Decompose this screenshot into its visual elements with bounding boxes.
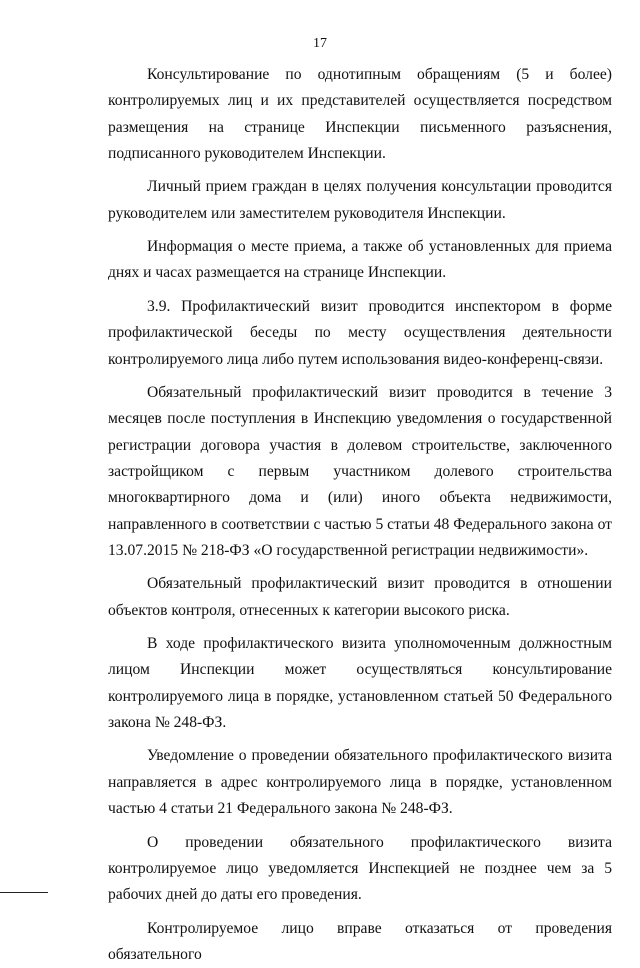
- paragraph-section-3-9: 3.9. Профилактический визит проводится инспектором в форме профилактической беседы по месту осуществления деятельности контролируемого лица либо путем использования видео-конференц-связи.: [108, 297, 612, 368]
- document-body: [108, 62, 612, 968]
- paragraph-consultation-mass-requests: Консультирование по однотипным обращениям (5 и более) контролируемых лиц и их представителей осуществляется посредством размещения на странице Инспекции письменного разъяснения, подписанного руководителем Инспекции.: [108, 66, 612, 162]
- page-number: 17: [313, 36, 327, 51]
- paragraph-notification-deadline: О проведении обязательного профилактического визита контролируемое лицо уведомляется Инспекцией не позднее чем за 5 рабочих дней до даты его проведения.: [108, 833, 612, 904]
- paragraph-visit-notification: Уведомление о проведении обязательного профилактического визита направляется в адрес контролируемого лица в порядке, установленном частью 4 статьи 21 Федерального закона № 248-ФЗ.: [108, 747, 612, 818]
- footnote-separator-line: [0, 892, 48, 893]
- paragraph-visit-consultation: В ходе профилактического визита уполномоченным должностным лицом Инспекции может осуществляться консультирование контролируемого лица в порядке, установленном статьей 50 Федерального закона № 248-ФЗ.: [108, 635, 612, 731]
- paragraph-refusal-right: Контролируемое лицо вправе отказаться от проведения обязательного: [108, 919, 612, 963]
- paragraph-reception-info: Информация о месте приема, а также об установленных для приема днях и часах размещается на странице Инспекции.: [108, 238, 612, 282]
- paragraph-mandatory-visit-high-risk: Обязательный профилактический визит проводится в отношении объектов контроля, отнесенных к категории высокого риска.: [108, 575, 612, 619]
- paragraph-personal-reception: Личный прием граждан в целях получения консультации проводится руководителем или заместителем руководителя Инспекции.: [108, 178, 612, 222]
- paragraph-mandatory-visit-timing: Обязательный профилактический визит проводится в течение 3 месяцев после поступления в Инспекцию уведомления о государственной регистрации договора участия в долевом строительстве, заключенного застройщиком с первым участником долевого строительства многоквартирного дома и (или) иного объекта недвижимости, направленного в соответствии с частью 5 статьи 48 Федерального закона от 13.07.2015 № 218-ФЗ «О государственной регистрации недвижимости».: [108, 384, 612, 559]
